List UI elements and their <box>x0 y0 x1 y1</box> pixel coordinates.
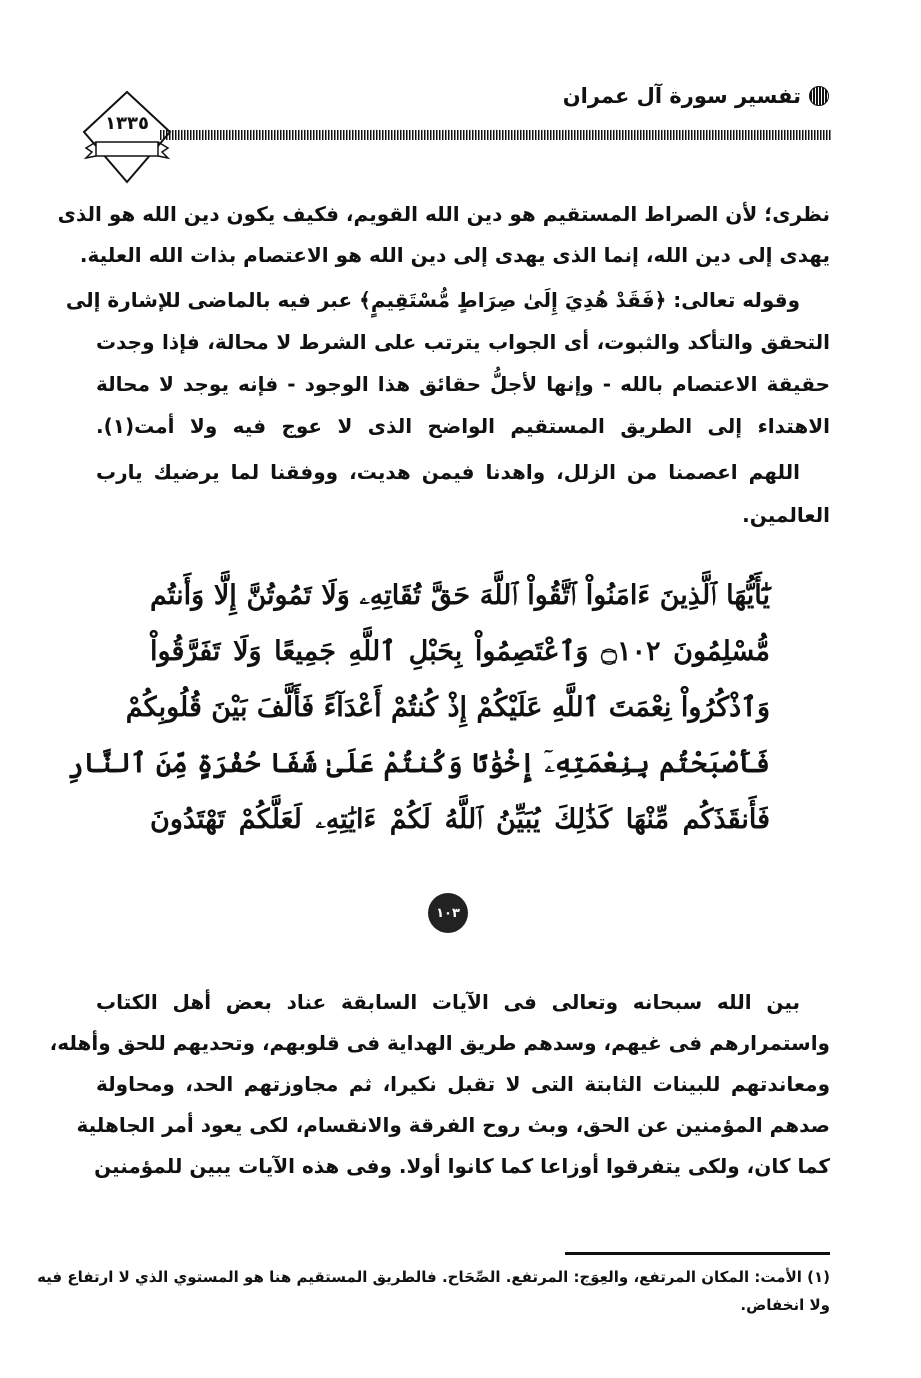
ornament-icon <box>809 86 829 106</box>
footnote-line: (١) الأمت: المكان المرتفع، والعِوَج: المرتفع. الصِّحَاح. فالطريق المستقيم هنا هو المستوي الذي لا ارتفاع فيه <box>37 1268 830 1286</box>
verse-line: فَأَنقَذَكُم مِّنْهَا كَذَٰلِكَ يُبَيِّنُ ٱللَّهُ لَكُمْ ءَايَٰتِهِۦ لَعَلَّكُمْ تَهْتَدُونَ <box>150 804 770 835</box>
text-line: ومعاندتهم للبينات الثابتة التى لا تقبل نكيرا، ثم مجاوزتهم الحد، ومحاولة <box>96 1072 830 1096</box>
header-rule <box>160 130 831 140</box>
text-line: صدهم المؤمنين عن الحق، وبث روح الفرقة والانقسام، لكى يعود أمر الجاهلية <box>76 1113 830 1137</box>
verse-line: وَٱذْكُرُواْ نِعْمَتَ ٱللَّهِ عَلَيْكُمْ إِذْ كُنتُمْ أَعْدَآءً فَأَلَّفَ بَيْنَ قُلُوبِكُمْ <box>125 692 770 723</box>
footnote-line: ولا انخفاض. <box>740 1296 830 1314</box>
verse-line: مُّسْلِمُونَ ۝١٠٢ وَٱعْتَصِمُواْ بِحَبْلِ ٱللَّهِ جَمِيعًا وَلَا تَفَرَّقُواْ <box>150 636 770 667</box>
chapter-title <box>563 84 829 108</box>
page-number: ١٣٣٥ <box>105 113 149 134</box>
footnote-rule <box>565 1252 830 1255</box>
chapter-title-text: تفسير سورة آل عمران <box>562 84 801 108</box>
text-line: حقيقة الاعتصام بالله - وإنها لأجلُّ حقائق هذا الوجود - فإنه يوجد لا محالة <box>96 372 830 396</box>
text-line: التحقق والتأكد والثبوت، أى الجواب يترتب على الشرط لا محالة، فإذا وجدت <box>96 330 830 354</box>
verse-number-medallion: ١٠٣ <box>428 893 468 933</box>
text-line: بين الله سبحانه وتعالى فى الآيات السابقة عناد بعض أهل الكتاب <box>96 990 800 1014</box>
page-number-badge-icon <box>82 90 172 184</box>
text-line: وقوله تعالى: ﴿فَقَدْ هُدِيَ إِلَىٰ صِرَاطٍ مُّسْتَقِيمٍ﴾ عبر فيه بالماضى للإشارة إلى <box>65 288 800 312</box>
text-line: يهدى إلى دين الله، إنما الذى يهدى إلى دين الله هو الاعتصام بذات الله العلية. <box>79 243 830 267</box>
verse-line: فَأَصْبَحْتُم بِنِعْمَتِهِۦٓ إِخْوَٰنًا وَكُنتُمْ عَلَىٰ شَفَا حُفْرَةٍ مِّنَ ٱلنَّارِ <box>67 748 770 779</box>
text-line: كما كان، ولكى يتفرقوا أوزاعا كما كانوا أولا. وفى هذه الآيات يبين للمؤمنين <box>94 1154 830 1178</box>
text-line: نظرى؛ لأن الصراط المستقيم هو دين الله القويم، فكيف يكون دين الله هو الذى <box>57 202 830 226</box>
text-line: العالمين. <box>742 503 830 527</box>
text-line: اللهم اعصمنا من الزلل، واهدنا فيمن هديت، ووفقنا لما يرضيك يارب <box>96 460 800 484</box>
text-line: واستمرارهم فى غيهم، وسدهم طريق الهداية فى قلوبهم، وتحديهم للحق وأهله، <box>49 1031 830 1055</box>
text-line: الاهتداء إلى الطريق المستقيم الواضح الذى لا عوج فيه ولا أمت(١). <box>96 414 830 438</box>
verse-line: يَٰٓأَيُّهَا ٱلَّذِينَ ءَامَنُواْ ٱتَّقُواْ ٱللَّهَ حَقَّ تُقَاتِهِۦ وَلَا تَمُوتُنَّ إِلَّا وَأَنتُم <box>150 580 770 611</box>
